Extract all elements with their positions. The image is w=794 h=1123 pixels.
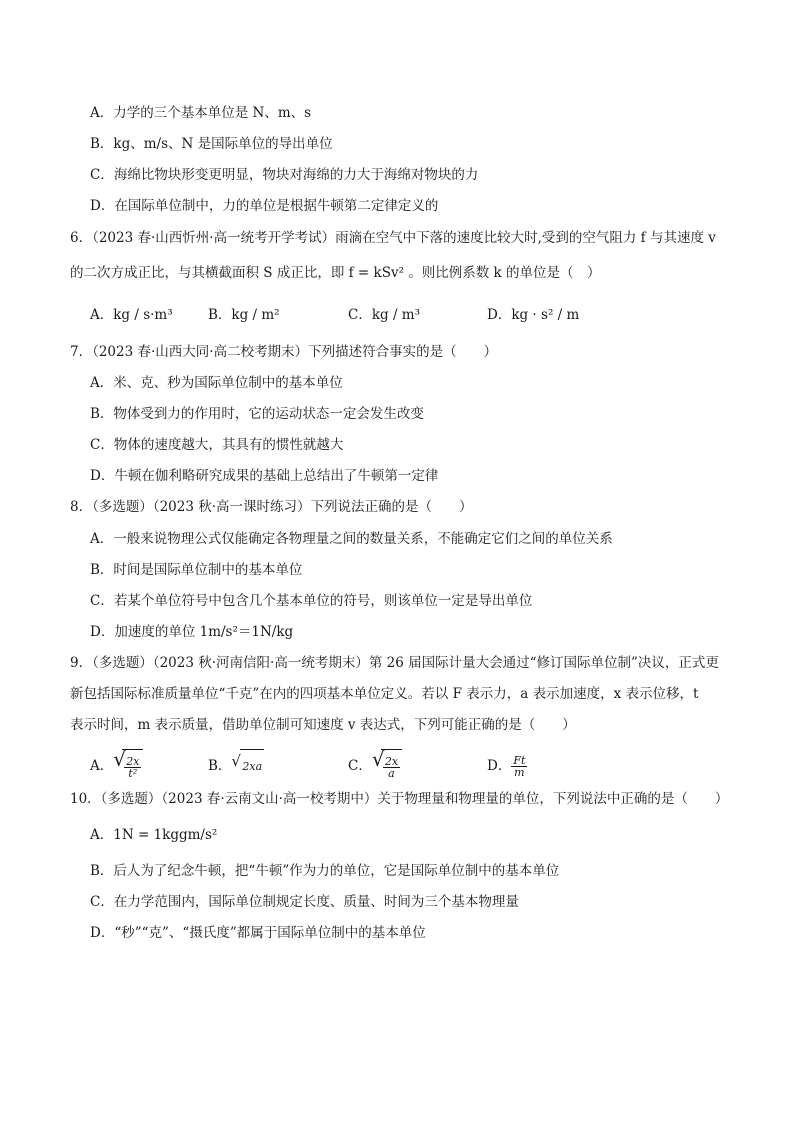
q9-option-d <box>487 749 527 783</box>
q8-option-a: A．一般来说物理公式仅能确定各物理量之间的数量关系，不能确定它们之间的单位关系 <box>90 531 613 547</box>
q9-c-denominator: a <box>388 766 395 780</box>
q8-stem: 8．（多选题）（2023 秋·高一课时练习）下列说法正确的是（ ） <box>70 499 473 515</box>
q8-option-b: B．时间是国际单位制中的基本单位 <box>90 562 303 578</box>
q7-option-a: A．米、克、秒为国际单位制中的基本单位 <box>90 375 343 391</box>
q5-option-b: B．kg、m/s、N 是国际单位的导出单位 <box>90 136 333 152</box>
q9-stem-line2: 新包括国际标准质量单位“千克”在内的四项基本单位定义。若以 F 表示力，a 表示加速度，x 表示位移，t <box>70 686 699 702</box>
q7-option-d: D．牛顿在伽利略研究成果的基础上总结出了牛顿第一定律 <box>90 468 439 484</box>
q9-option-c <box>348 749 402 784</box>
q10-option-b: B．后人为了纪念牛顿，把“牛顿”作为力的单位，它是国际单位制中的基本单位 <box>90 863 560 879</box>
q6-option-a: A．kg / s·m³ <box>90 307 173 323</box>
q9-c-numerator: 2x <box>384 754 399 768</box>
q5-option-c: C．海绵比物块形变更明显，物块对海绵的力大于海绵对物块的力 <box>90 167 479 183</box>
q9-option-a <box>90 749 143 784</box>
q9-option-c-label: C． <box>348 758 372 774</box>
q7-stem: 7．（2023 春·山西大同·高二校考期末）下列描述符合事实的是（ ） <box>70 344 498 360</box>
q9-d-numerator: Ft <box>513 754 526 767</box>
q8-option-c: C．若某个单位符号中包含几个基本单位的符号，则该单位一定是导出单位 <box>90 593 533 609</box>
q10-option-a: A．1N = 1kggm/s² <box>90 827 218 843</box>
q9-b-radicand: 2xa <box>240 749 264 784</box>
q9-option-b-label: B． <box>208 758 232 774</box>
q6-option-c: C．kg / m³ <box>348 307 420 323</box>
q6-option-d: D．kg · s² / m <box>487 307 580 323</box>
q10-option-d: D．“秒”“克”、“摄氏度”都属于国际单位制中的基本单位 <box>90 925 426 941</box>
q10-stem: 10．（多选题）（2023 春·云南文山·高一校考期中）关于物理量和物理量的单位，下列说法中正确的是（ ） <box>70 791 729 807</box>
q7-option-c: C．物体的速度越大，其具有的惯性就越大 <box>90 437 344 453</box>
sqrt-symbol: √ $\frac{2x}{a}$ <box>372 749 402 784</box>
q9-d-denominator: m <box>514 766 525 779</box>
q6-stem-line2: 的二次方成正比，与其横截面积 S 成正比，即 f = kSv² 。则比例系数 k 的单位是（ ） <box>70 265 601 281</box>
q7-option-b: B．物体受到力的作用时，它的运动状态一定会发生改变 <box>90 406 424 422</box>
q9-stem-line1: 9．（多选题）（2023 秋·河南信阳·高一统考期末）第 26 届国际计量大会通过“修订国际单位制”决议，正式更 <box>70 655 719 671</box>
q9-options-row <box>90 749 710 783</box>
q5-option-a: A．力学的三个基本单位是 N、m、s <box>90 105 312 121</box>
sqrt-symbol: √ $\frac{2x}{\text{t²}}$ <box>113 749 143 784</box>
q6-stem-line1: 6．（2023 春·山西忻州·高一统考开学考试）雨滴在空气中下落的速度比较大时,受到的空气阻力 f 与其速度 v <box>70 230 716 246</box>
q9-option-b <box>208 749 264 784</box>
q6-options-row <box>90 301 710 329</box>
q5-option-d: D．在国际单位制中，力的单位是根据牛顿第二定律定义的 <box>90 198 439 214</box>
q9-option-d-label: D． <box>487 758 512 774</box>
q9-stem-line3: 表示时间，m 表示质量，借助单位制可知速度 v 表达式，下列可能正确的是（ ） <box>70 717 576 733</box>
q10-option-c: C．在力学范围内，国际单位制规定长度、质量、时间为三个基本物理量 <box>90 894 519 910</box>
sqrt-symbol: √ 2xa <box>231 749 264 784</box>
q6-option-b: B．kg / m² <box>208 307 280 323</box>
q9-a-numerator: 2x <box>126 754 140 768</box>
q9-a-denominator: t² <box>128 766 138 780</box>
q8-option-d: D．加速度的单位 1m/s²＝1N/kg <box>90 624 294 640</box>
q9-option-a-label: A． <box>90 758 114 774</box>
